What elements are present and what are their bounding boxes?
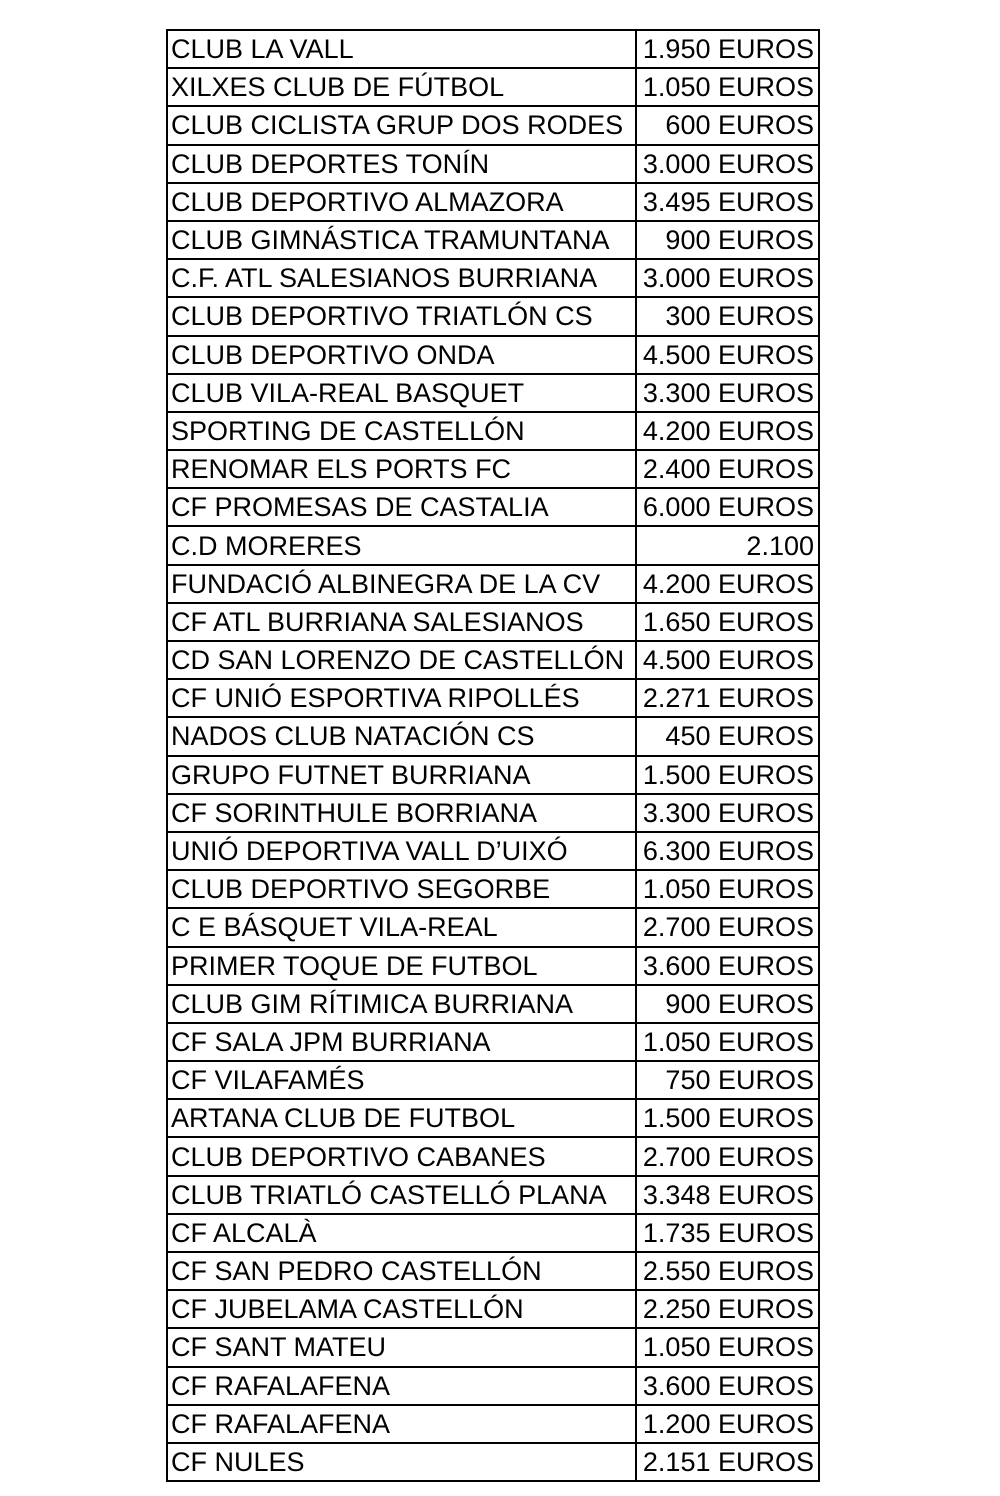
amount-cell: 1.050 EUROS bbox=[636, 1328, 819, 1366]
club-name-cell: XILXES CLUB DE FÚTBOL bbox=[167, 68, 636, 106]
club-name-cell: CF PROMESAS DE CASTALIA bbox=[167, 488, 636, 526]
table-row bbox=[167, 641, 819, 679]
table-row bbox=[167, 412, 819, 450]
club-name-cell: CF SALA JPM BURRIANA bbox=[167, 1023, 636, 1061]
club-name-cell: CLUB GIM RÍTIMICA BURRIANA bbox=[167, 985, 636, 1023]
table-row bbox=[167, 908, 819, 946]
amount-cell: 750 EUROS bbox=[636, 1061, 819, 1099]
table-row bbox=[167, 756, 819, 794]
amount-cell: 2.100 bbox=[636, 526, 819, 564]
table-row bbox=[167, 145, 819, 183]
club-name-cell: CLUB GIMNÁSTICA TRAMUNTANA bbox=[167, 221, 636, 259]
club-name-cell: ARTANA CLUB DE FUTBOL bbox=[167, 1099, 636, 1137]
club-name-cell: CF SAN PEDRO CASTELLÓN bbox=[167, 1252, 636, 1290]
amount-cell: 2.151 EUROS bbox=[636, 1443, 819, 1481]
amount-cell: 4.500 EUROS bbox=[636, 336, 819, 374]
table-row bbox=[167, 947, 819, 985]
club-name-cell: CLUB DEPORTES TONÍN bbox=[167, 145, 636, 183]
club-name-cell: CLUB LA VALL bbox=[167, 30, 636, 68]
table-row bbox=[167, 1252, 819, 1290]
subsidy-table-body bbox=[167, 30, 819, 1481]
table-row bbox=[167, 68, 819, 106]
club-name-cell: CLUB DEPORTIVO ONDA bbox=[167, 336, 636, 374]
table-row bbox=[167, 1099, 819, 1137]
amount-cell: 1.050 EUROS bbox=[636, 870, 819, 908]
club-name-cell: CLUB DEPORTIVO ALMAZORA bbox=[167, 183, 636, 221]
table-row bbox=[167, 717, 819, 755]
table-row bbox=[167, 1176, 819, 1214]
table-row bbox=[167, 1443, 819, 1481]
amount-cell: 2.550 EUROS bbox=[636, 1252, 819, 1290]
club-name-cell: C.F. ATL SALESIANOS BURRIANA bbox=[167, 259, 636, 297]
amount-cell: 600 EUROS bbox=[636, 106, 819, 144]
table-row bbox=[167, 336, 819, 374]
table-row bbox=[167, 870, 819, 908]
table-row bbox=[167, 679, 819, 717]
club-name-cell: CD SAN LORENZO DE CASTELLÓN bbox=[167, 641, 636, 679]
club-name-cell: GRUPO FUTNET BURRIANA bbox=[167, 756, 636, 794]
amount-cell: 3.300 EUROS bbox=[636, 374, 819, 412]
table-row bbox=[167, 374, 819, 412]
table-row bbox=[167, 565, 819, 603]
amount-cell: 1.050 EUROS bbox=[636, 1023, 819, 1061]
amount-cell: 4.200 EUROS bbox=[636, 412, 819, 450]
club-name-cell: CF VILAFAMÉS bbox=[167, 1061, 636, 1099]
amount-cell: 3.348 EUROS bbox=[636, 1176, 819, 1214]
club-name-cell: C E BÁSQUET VILA-REAL bbox=[167, 908, 636, 946]
amount-cell: 4.500 EUROS bbox=[636, 641, 819, 679]
table-row bbox=[167, 1367, 819, 1405]
amount-cell: 1.200 EUROS bbox=[636, 1405, 819, 1443]
club-name-cell: UNIÓ DEPORTIVA VALL D’UIXÓ bbox=[167, 832, 636, 870]
amount-cell: 2.271 EUROS bbox=[636, 679, 819, 717]
club-name-cell: C.D MORERES bbox=[167, 526, 636, 564]
table-row bbox=[167, 450, 819, 488]
club-name-cell: CF ATL BURRIANA SALESIANOS bbox=[167, 603, 636, 641]
amount-cell: 2.700 EUROS bbox=[636, 1137, 819, 1175]
club-name-cell: CF SANT MATEU bbox=[167, 1328, 636, 1366]
club-name-cell: CF SORINTHULE BORRIANA bbox=[167, 794, 636, 832]
table-row bbox=[167, 794, 819, 832]
amount-cell: 300 EUROS bbox=[636, 297, 819, 335]
club-name-cell: RENOMAR ELS PORTS FC bbox=[167, 450, 636, 488]
subsidy-table-container bbox=[166, 29, 820, 1482]
club-name-cell: CLUB CICLISTA GRUP DOS RODES bbox=[167, 106, 636, 144]
table-row bbox=[167, 106, 819, 144]
club-name-cell: CF RAFALAFENA bbox=[167, 1405, 636, 1443]
table-row bbox=[167, 1023, 819, 1061]
club-name-cell: CF ALCALÀ bbox=[167, 1214, 636, 1252]
amount-cell: 3.495 EUROS bbox=[636, 183, 819, 221]
amount-cell: 1.950 EUROS bbox=[636, 30, 819, 68]
table-row bbox=[167, 1328, 819, 1366]
club-name-cell: PRIMER TOQUE DE FUTBOL bbox=[167, 947, 636, 985]
table-row bbox=[167, 832, 819, 870]
table-row bbox=[167, 488, 819, 526]
amount-cell: 6.000 EUROS bbox=[636, 488, 819, 526]
amount-cell: 2.400 EUROS bbox=[636, 450, 819, 488]
table-row bbox=[167, 1061, 819, 1099]
amount-cell: 6.300 EUROS bbox=[636, 832, 819, 870]
table-row bbox=[167, 259, 819, 297]
amount-cell: 3.300 EUROS bbox=[636, 794, 819, 832]
club-name-cell: CF UNIÓ ESPORTIVA RIPOLLÉS bbox=[167, 679, 636, 717]
table-row bbox=[167, 183, 819, 221]
club-name-cell: CF RAFALAFENA bbox=[167, 1367, 636, 1405]
table-row bbox=[167, 526, 819, 564]
table-row bbox=[167, 1214, 819, 1252]
table-row bbox=[167, 221, 819, 259]
amount-cell: 2.250 EUROS bbox=[636, 1290, 819, 1328]
club-name-cell: FUNDACIÓ ALBINEGRA DE LA CV bbox=[167, 565, 636, 603]
table-row bbox=[167, 30, 819, 68]
subsidy-table bbox=[166, 29, 820, 1482]
club-name-cell: SPORTING DE CASTELLÓN bbox=[167, 412, 636, 450]
table-row bbox=[167, 985, 819, 1023]
amount-cell: 900 EUROS bbox=[636, 985, 819, 1023]
amount-cell: 3.000 EUROS bbox=[636, 145, 819, 183]
amount-cell: 4.200 EUROS bbox=[636, 565, 819, 603]
club-name-cell: NADOS CLUB NATACIÓN CS bbox=[167, 717, 636, 755]
amount-cell: 1.050 EUROS bbox=[636, 68, 819, 106]
club-name-cell: CLUB TRIATLÓ CASTELLÓ PLANA bbox=[167, 1176, 636, 1214]
amount-cell: 2.700 EUROS bbox=[636, 908, 819, 946]
amount-cell: 1.500 EUROS bbox=[636, 1099, 819, 1137]
amount-cell: 450 EUROS bbox=[636, 717, 819, 755]
table-row bbox=[167, 1405, 819, 1443]
club-name-cell: CLUB VILA-REAL BASQUET bbox=[167, 374, 636, 412]
club-name-cell: CF NULES bbox=[167, 1443, 636, 1481]
amount-cell: 900 EUROS bbox=[636, 221, 819, 259]
table-row bbox=[167, 297, 819, 335]
club-name-cell: CF JUBELAMA CASTELLÓN bbox=[167, 1290, 636, 1328]
amount-cell: 3.600 EUROS bbox=[636, 1367, 819, 1405]
club-name-cell: CLUB DEPORTIVO CABANES bbox=[167, 1137, 636, 1175]
club-name-cell: CLUB DEPORTIVO SEGORBE bbox=[167, 870, 636, 908]
amount-cell: 1.735 EUROS bbox=[636, 1214, 819, 1252]
amount-cell: 1.500 EUROS bbox=[636, 756, 819, 794]
amount-cell: 3.000 EUROS bbox=[636, 259, 819, 297]
amount-cell: 3.600 EUROS bbox=[636, 947, 819, 985]
table-row bbox=[167, 603, 819, 641]
table-row bbox=[167, 1137, 819, 1175]
table-row bbox=[167, 1290, 819, 1328]
club-name-cell: CLUB DEPORTIVO TRIATLÓN CS bbox=[167, 297, 636, 335]
amount-cell: 1.650 EUROS bbox=[636, 603, 819, 641]
